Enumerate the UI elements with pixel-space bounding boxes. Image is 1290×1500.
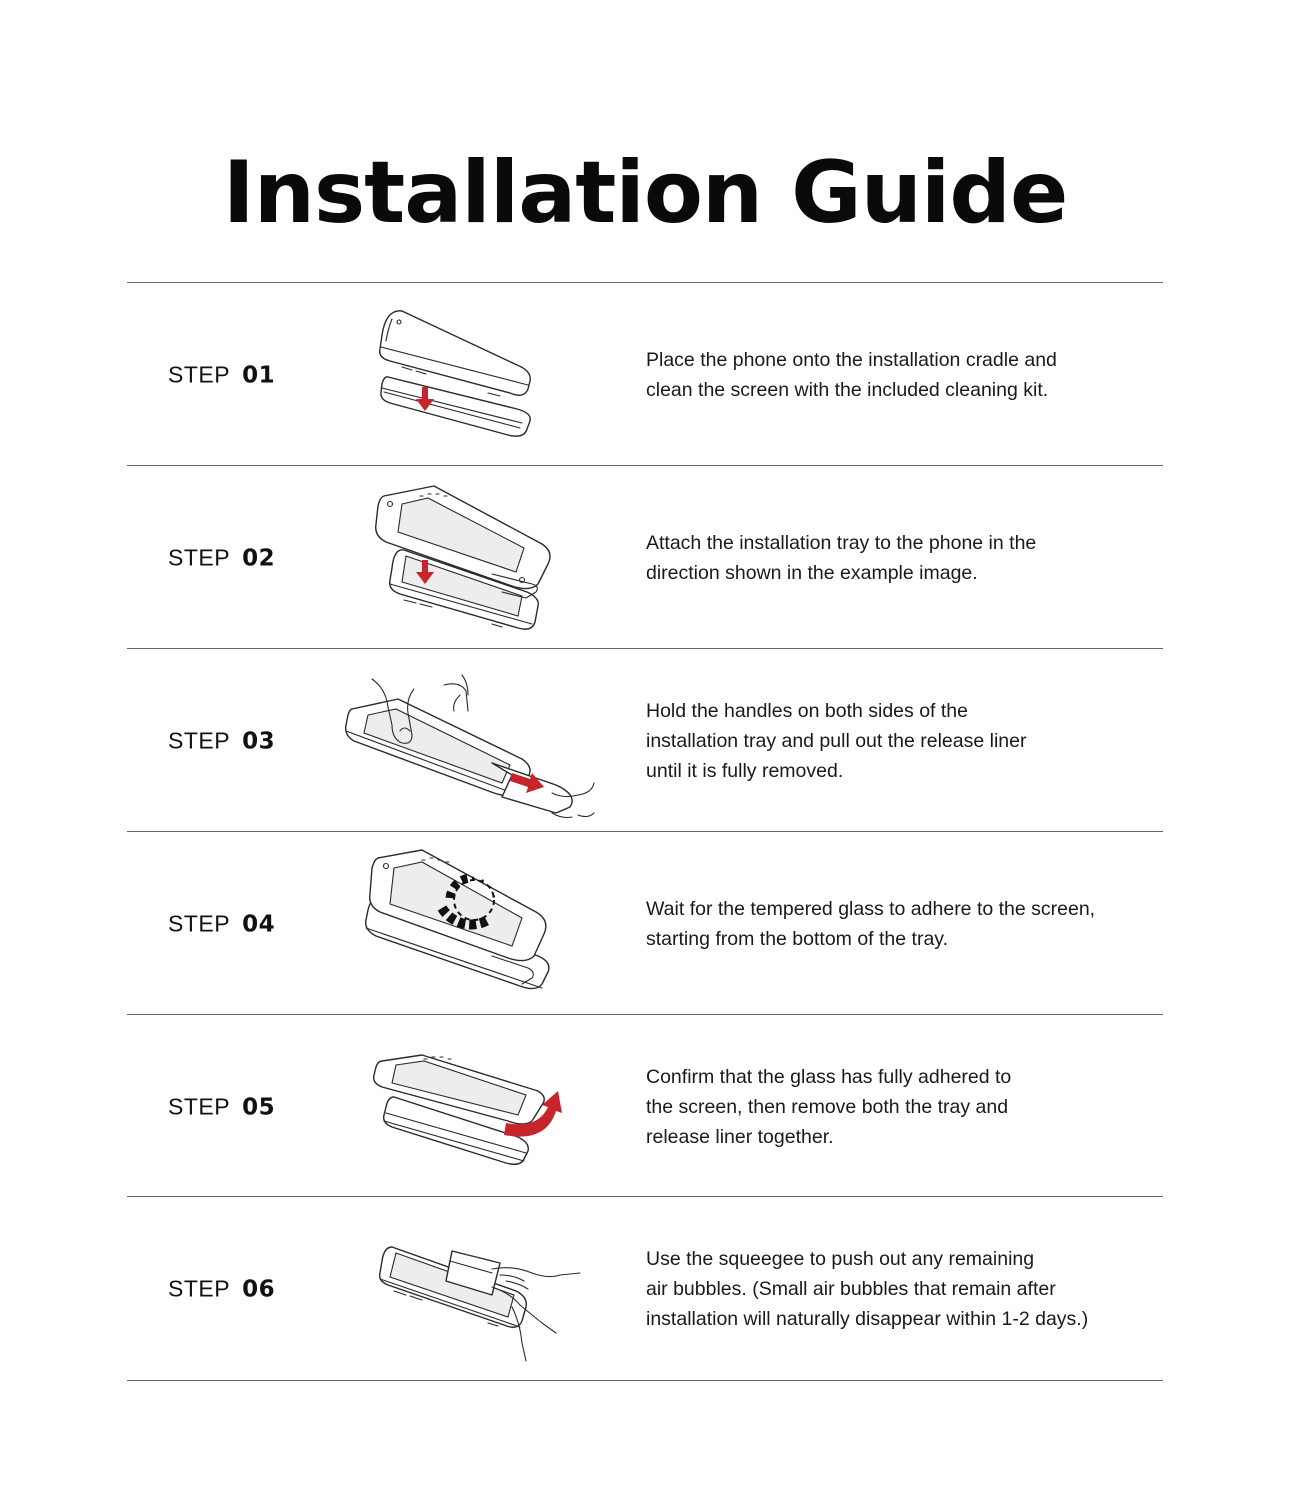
phone-onto-cradle-illustration [342, 289, 602, 461]
step-word: STEP [168, 544, 231, 570]
step-row-06 [127, 1197, 1163, 1380]
step-number: 04 [242, 911, 276, 937]
squeegee-illustration [342, 1203, 602, 1375]
step-number: 01 [242, 362, 276, 388]
step-label [168, 727, 275, 754]
step-row-01 [127, 283, 1163, 466]
step-number: 05 [242, 1094, 276, 1120]
step-row-05 [127, 1015, 1163, 1198]
page-title: Installation Guide [222, 142, 1068, 243]
step-label [168, 544, 275, 571]
pull-release-liner-illustration [342, 655, 602, 827]
step-row-02 [127, 466, 1163, 649]
step-word: STEP [168, 1275, 231, 1301]
step-row-04 [127, 832, 1163, 1015]
step-label [168, 361, 275, 388]
step-word: STEP [168, 361, 231, 387]
step-description: Place the phone onto the installation cradle and clean the screen with the included cleaning kit. [646, 348, 1057, 401]
tray-onto-phone-illustration [342, 472, 602, 644]
step-word: STEP [168, 1093, 231, 1119]
step-label [168, 1275, 275, 1302]
glass-adhering-illustration [342, 838, 602, 1010]
step-description: Hold the handles on both sides of the installation tray and pull out the release liner until it is fully removed. [646, 699, 1027, 782]
step-number: 06 [242, 1276, 276, 1302]
step-word: STEP [168, 727, 231, 753]
step-row-03 [127, 649, 1163, 832]
step-number: 02 [242, 545, 276, 571]
step-number: 03 [242, 728, 276, 754]
divider [127, 1380, 1163, 1381]
step-description: Use the squeegee to push out any remaining air bubbles. (Small air bubbles that remain after installation will naturally disappear within 1-2 days.) [646, 1247, 1089, 1330]
remove-tray-illustration [342, 1021, 602, 1193]
step-description: Confirm that the glass has fully adhered to the screen, then remove both the tray and release liner together. [646, 1065, 1012, 1148]
step-description: Attach the installation tray to the phone in the direction shown in the example image. [646, 531, 1037, 584]
step-description: Wait for the tempered glass to adhere to the screen, starting from the bottom of the tray. [646, 897, 1096, 950]
step-label [168, 1093, 275, 1120]
step-label [168, 910, 275, 937]
step-word: STEP [168, 910, 231, 936]
